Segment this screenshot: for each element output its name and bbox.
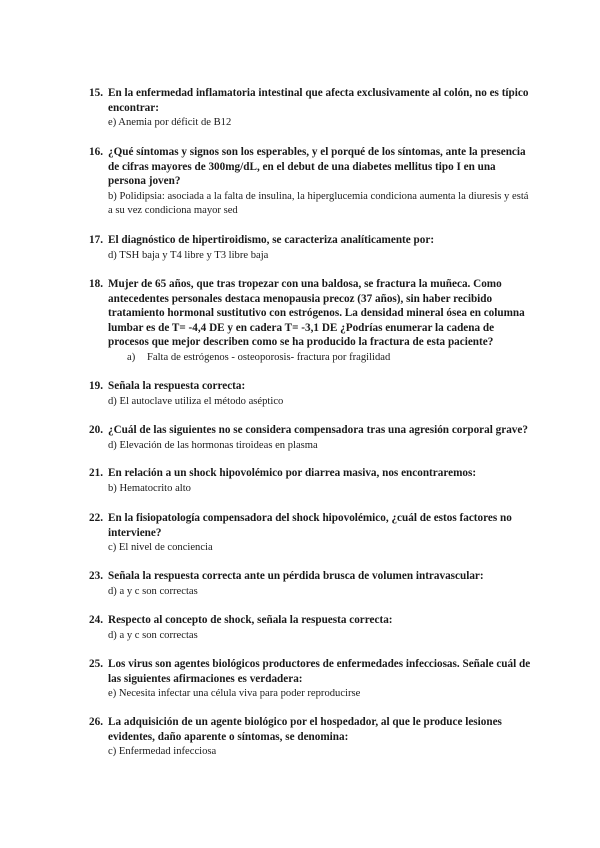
question-number: 23. bbox=[89, 570, 103, 582]
question-text: ¿Qué síntomas y signos son los esperables, y el porqué de los síntomas, ante la presencia de cifras mayores de 300mg/dL, en el debut de una diabetes mellitus tipo I en una persona joven? bbox=[108, 146, 526, 188]
question-number: 26. bbox=[89, 716, 103, 728]
question-number: 24. bbox=[89, 614, 103, 626]
question-text: Mujer de 65 años, que tras tropezar con una baldosa, se fractura la muñeca. Como antecedentes personales destaca menopausia precoz (37 años), sin haber recibido tratamiento hormonal sustitutivo con estrógenos. La densidad mineral ósea en columna lumbar es de T= -4,4 DE y en cadera T= -3,1 DE ¿Podrías enumerar la cadena de procesos que mejor describen como se ha producido la fractura de esta paciente? bbox=[108, 278, 525, 349]
question-number: 17. bbox=[89, 234, 103, 246]
answer-label: a) bbox=[127, 351, 136, 363]
question-text: En la fisiopatología compensadora del shock hipovolémico, ¿cuál de estos factores no interviene? bbox=[108, 512, 512, 539]
answer-text: b) Polidipsia: asociada a la falta de insulina, la hiperglucemia condiciona aumenta la diuresis y está a su vez condiciona mayor sed bbox=[108, 190, 529, 217]
question-number: 19. bbox=[89, 380, 103, 392]
question-24 bbox=[89, 613, 531, 643]
answer-text: d) El autoclave utiliza el método aséptico bbox=[108, 395, 284, 407]
question-number: 20. bbox=[89, 424, 103, 436]
question-26 bbox=[89, 715, 531, 760]
answer-text: e) Anemia por déficit de B12 bbox=[108, 117, 232, 129]
answer-text: d) Elevación de las hormonas tiroideas en plasma bbox=[108, 439, 318, 451]
question-number: 25. bbox=[89, 658, 103, 670]
question-18 bbox=[89, 277, 531, 366]
answer-text bbox=[89, 351, 531, 366]
question-text: El diagnóstico de hipertiroidismo, se caracteriza analíticamente por: bbox=[108, 234, 435, 246]
question-16 bbox=[89, 145, 531, 219]
question-22 bbox=[89, 511, 531, 556]
question-21 bbox=[89, 466, 531, 496]
question-20 bbox=[89, 423, 531, 453]
question-number: 15. bbox=[89, 87, 103, 99]
question-number: 21. bbox=[89, 467, 103, 479]
question-number: 18. bbox=[89, 278, 103, 290]
question-text: En la enfermedad inflamatoria intestinal que afecta exclusivamente al colón, no es típico encontrar: bbox=[108, 87, 529, 114]
answer-text: d) a y c son correctas bbox=[108, 629, 198, 641]
answer-text: d) TSH baja y T4 libre y T3 libre baja bbox=[108, 249, 269, 261]
answer-text: c) Enfermedad infecciosa bbox=[108, 746, 217, 758]
answer-text: d) a y c son correctas bbox=[108, 585, 198, 597]
answer-body: Falta de estrógenos - osteoporosis- fractura por fragilidad bbox=[147, 351, 391, 363]
answer-text: e) Necesita infectar una célula viva para poder reproducirse bbox=[108, 688, 361, 700]
answer-text: b) Hematocrito alto bbox=[108, 482, 191, 494]
question-text: En relación a un shock hipovolémico por diarrea masiva, nos encontraremos: bbox=[108, 467, 477, 479]
question-text: Señala la respuesta correcta: bbox=[108, 380, 246, 392]
question-number: 16. bbox=[89, 146, 103, 158]
question-19 bbox=[89, 379, 531, 409]
answer-text: c) El nivel de conciencia bbox=[108, 542, 213, 554]
question-number: 22. bbox=[89, 512, 103, 524]
question-25 bbox=[89, 657, 531, 702]
question-text: Señala la respuesta correcta ante un pérdida brusca de volumen intravascular: bbox=[108, 570, 484, 582]
question-23 bbox=[89, 569, 531, 599]
question-text: La adquisición de un agente biológico por el hospedador, al que le produce lesiones evidentes, daño aparente o síntomas, se denomina: bbox=[108, 716, 502, 743]
question-17 bbox=[89, 233, 531, 263]
question-text: ¿Cuál de las siguientes no se considera compensadora tras una agresión corporal grave? bbox=[108, 424, 528, 436]
question-text: Respecto al concepto de shock, señala la respuesta correcta: bbox=[108, 614, 393, 626]
question-text: Los virus son agentes biológicos productores de enfermedades infecciosas. Señale cuál de las siguientes afirmaciones es verdadera: bbox=[108, 658, 531, 685]
question-15 bbox=[89, 86, 531, 131]
